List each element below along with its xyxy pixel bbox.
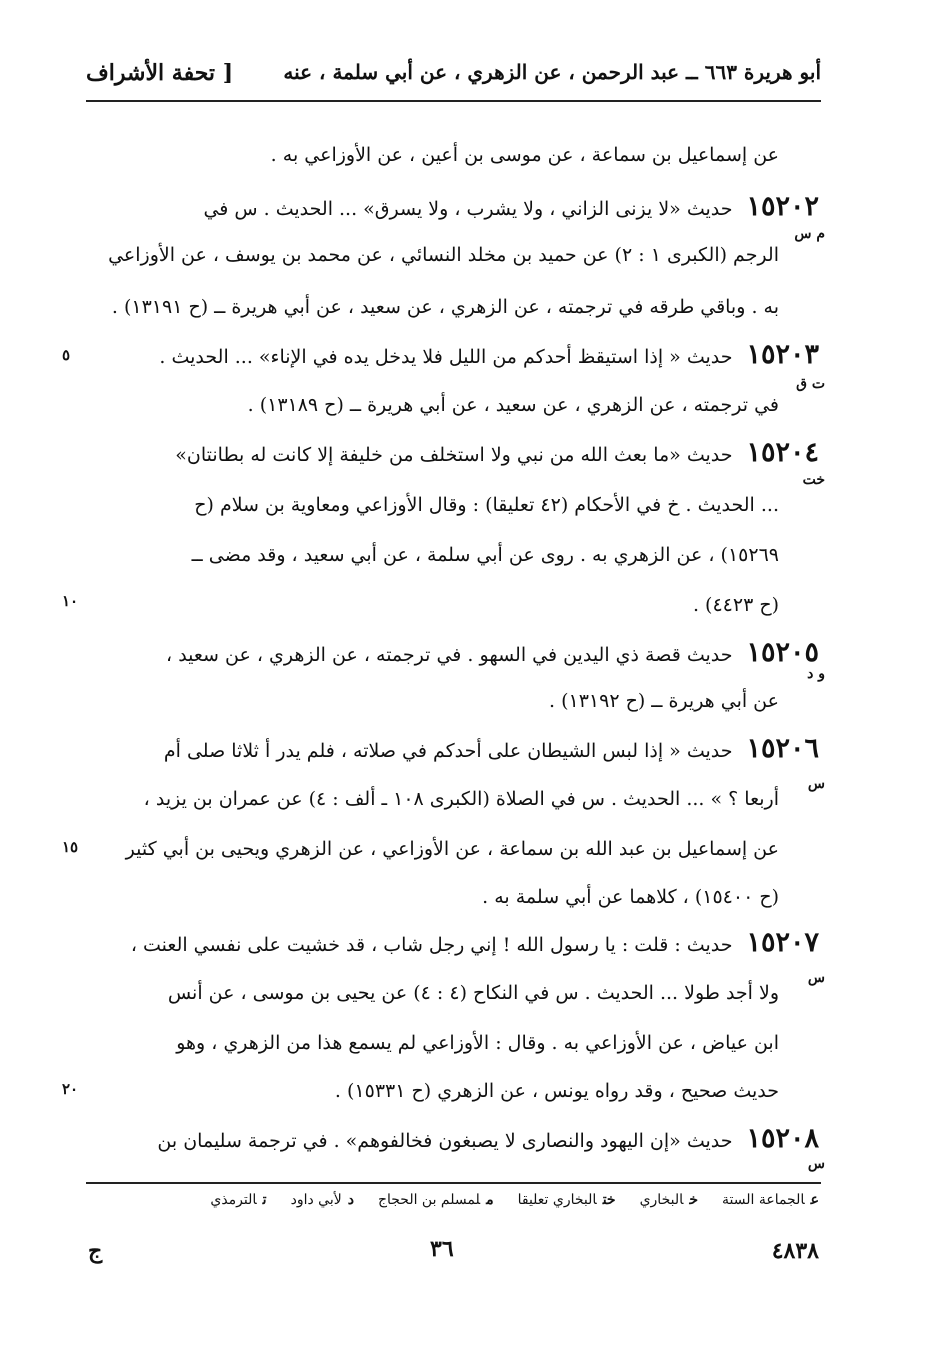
book-title: [ تحفة الأشراف [86, 60, 234, 86]
text-line: حديث «إن اليهود والنصارى لا يصبغون فخالفوهم» . في ترجمة سليمان بن [157, 1130, 733, 1152]
text-line: (ح ١٥٤٠٠) ، كلاهما عن أبي سلمة به . [482, 886, 779, 908]
siglum: ت ق [796, 376, 825, 392]
text-line: ولا أجد طولا ... الحديث . س في النكاح (٤ : ٤) عن يحيى بن موسى ، عن أنس [167, 982, 779, 1004]
text-line: حديث « إذا لبس الشيطان على أحدكم في صلاته ، فلم يدر أ ثلاثا صلى أم [163, 740, 733, 762]
hadith-entry-15202 [86, 192, 819, 224]
text-line: ... الحديث . خ في الأحكام (٤٢ تعليقا) : وقال الأوزاعي ومعاوية بن سلام (ح [194, 494, 779, 516]
siglum: خت [802, 472, 825, 488]
hadith-number: ١٥٢٠٧ [746, 928, 819, 958]
hadith-number: ١٥٢٠٨ [746, 1124, 819, 1154]
legend-item: ختالبخاري تعليقا [517, 1192, 616, 1208]
text-line: به . وباقي طرقه في ترجمته ، عن الزهري ، عن سعيد ، عن أبي هريرة ــ (ح ١٣١٩١) . [111, 296, 779, 318]
text-line: أربعا ؟ » ... الحديث . س في الصلاة (الكبرى ١٠٨ ـ ألف : ٤) عن عمران بن يزيد ، [143, 788, 779, 810]
hadith-entry-15203 [86, 340, 819, 372]
text-line: ابن عياض ، عن الأوزاعي به . وقال : الأوزاعي لم يسمع هذا من الزهري ، وهو [176, 1032, 779, 1054]
text-line: ١٥٢٦٩) ، عن الزهري به . روى عن أبي سلمة ، عن أبي سعيد ، وقد مضى ــ [191, 544, 779, 566]
text-line: حديث « إذا استيقظ أحدكم من الليل فلا يدخل يده في الإناء» ... الحديث . [159, 346, 733, 368]
text-line: حديث «ما بعث الله من نبي ولا استخلف من خليفة إلا كانت له بطانتان» [175, 444, 733, 466]
hadith-entry-15206 [86, 734, 819, 766]
text-line: عن إسماعيل بن عبد الله بن سماعة ، عن الأوزاعي ، عن الزهري ويحيى بن أبي كثير [125, 838, 779, 860]
hadith-number: ١٥٢٠٦ [746, 734, 819, 764]
hadith-number: ١٥٢٠٤ [746, 438, 819, 468]
hadith-entry-15204 [86, 438, 819, 470]
line-margin-number: ٥ [62, 346, 71, 364]
text-line: في ترجمته ، عن الزهري ، عن سعيد ، عن أبي هريرة ــ (ح ١٣١٨٩) . [247, 394, 779, 416]
text-line: حديث : قلت : يا رسول الله ! إني رجل شاب ، قد خشيت على نفسي العنت ، [130, 934, 733, 956]
siglum: س [807, 1156, 825, 1172]
siglum: س [807, 970, 825, 986]
line-margin-number: ١٥ [62, 838, 79, 856]
siglum: س [807, 776, 825, 792]
line-margin-number: ٢٠ [62, 1080, 79, 1098]
legend-item: تالترمذي [210, 1192, 267, 1208]
hadith-entry-15207 [86, 928, 819, 960]
running-title: أبو هريرة ٦٦٣ ــ عبد الرحمن ، عن الزهري ، عن أبي سلمة ، عنه [283, 60, 821, 84]
header-rule [86, 100, 821, 102]
text-line: الرجم (الكبرى ١ : ٢) عن حميد بن مخلد النسائي ، عن محمد بن يوسف ، عن الأوزاعي [108, 244, 779, 266]
siglum: و د [807, 666, 825, 682]
running-header [86, 58, 821, 94]
sigla-legend [210, 1192, 819, 1208]
text-line: حديث قصة ذي اليدين في السهو . في ترجمته ، عن الزهري ، عن سعيد ، [166, 644, 733, 666]
text-line: حديث صحيح ، وقد رواه يونس ، عن الزهري (ح ١٥٣٣١) . [334, 1080, 779, 1102]
page-number: ٣٦ [430, 1236, 454, 1262]
hadith-entry-15205 [86, 638, 819, 670]
hadith-number: ١٥٢٠٢ [746, 192, 819, 222]
hadith-entry-15208 [86, 1124, 819, 1156]
siglum: م س [794, 226, 825, 242]
text-line: عن إسماعيل بن سماعة ، عن موسى بن أعين ، عن الأوزاعي به . [270, 144, 779, 166]
line-margin-number: ١٠ [62, 592, 79, 610]
footer-rule [86, 1182, 821, 1184]
signature-number: ٤٨٣٨ [771, 1238, 819, 1264]
signature-mark: ج [88, 1238, 103, 1264]
hadith-number: ١٥٢٠٣ [746, 340, 819, 370]
text-line: عن أبي هريرة ــ (ح ١٣١٩٢) . [549, 690, 779, 712]
legend-item: خالبخاري [639, 1192, 699, 1208]
legend-item: دلأبي داود [290, 1192, 354, 1208]
legend-item: عالجماعة الستة [722, 1192, 819, 1208]
text-line: حديث «لا يزنى الزاني ، ولا يشرب ، ولا يسرق» ... الحديث . س في [203, 198, 733, 220]
hadith-number: ١٥٢٠٥ [746, 638, 819, 668]
legend-item: ملمسلم بن الحجاج [377, 1192, 494, 1208]
text-line: (ح ٤٤٢٣) . [692, 594, 779, 616]
